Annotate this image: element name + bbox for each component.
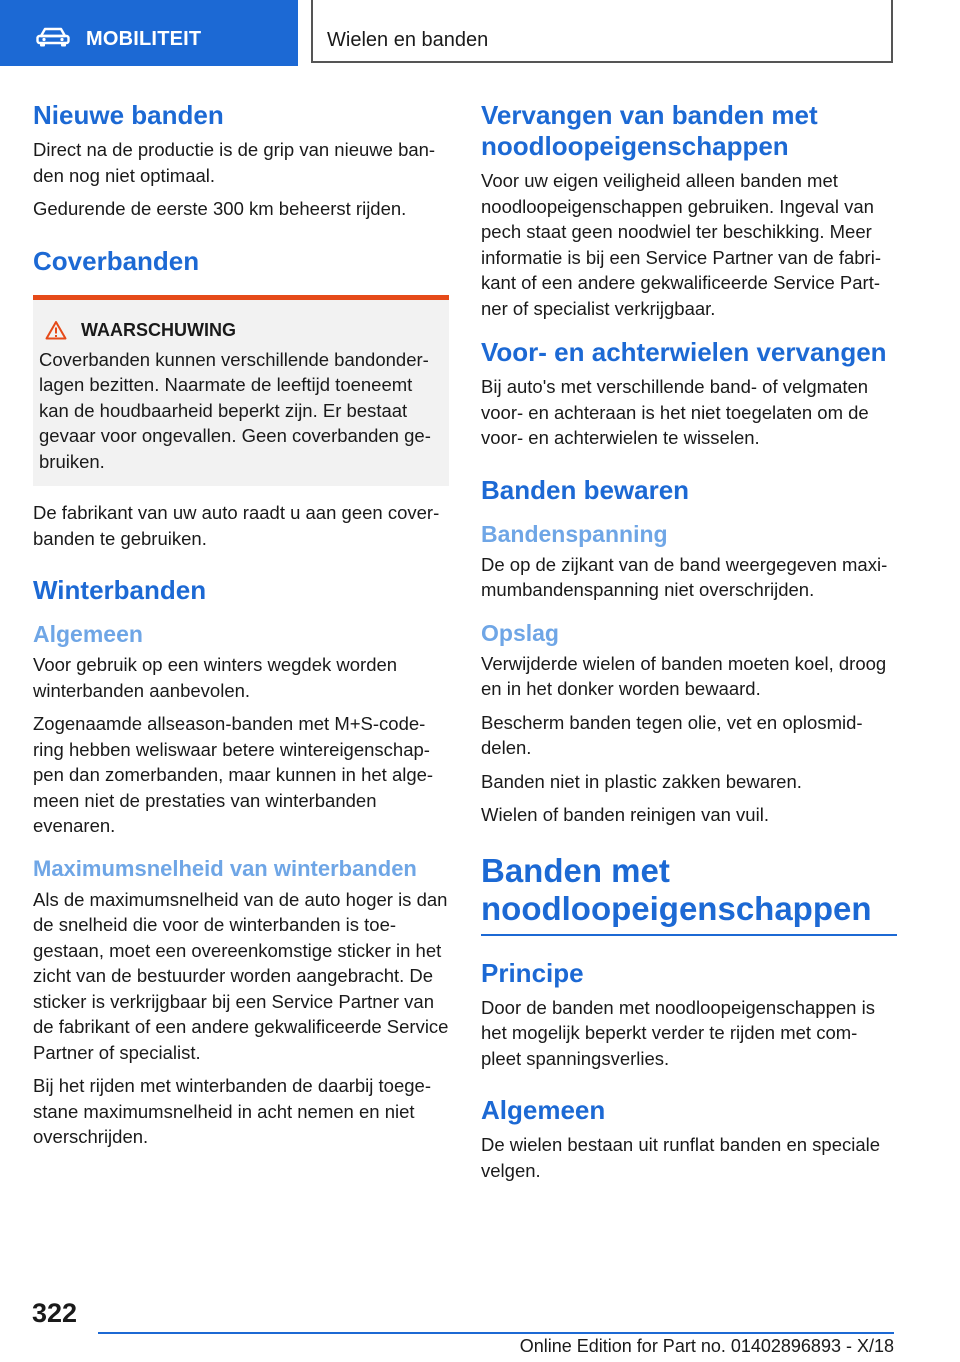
paragraph: Zogenaamde allseason-banden met M+S-code-ring hebben weliswaar betere wintereigenschap-pen dan zomerbanden, maar kunnen in het alge-meen niet de prestaties van winterbanden evenaren. [33,713,434,836]
paragraph: Bij auto's met verschillende band- of velgmaten voor- en achteraan is het niet toegelaten om de voor- en achterwielen te wisselen. [481,376,869,448]
footer-edition: Online Edition for Part no. 01402896893 - X/18 [519,1336,894,1356]
section-tab [0,0,298,66]
paragraph: Voor gebruik op een winters wegdek worden winterbanden aanbevolen. [33,654,398,701]
chapter-box [311,0,893,63]
subheading-bandenspanning: Bandenspanning [481,520,668,547]
heading-winterbanden: Winterbanden [33,575,207,605]
heading-banden-met-noodloop: Banden met noodloopeigenschappen [481,851,872,927]
warning-box [33,295,449,487]
heading-voor-achterwielen: Voor- en achterwielen vervangen [481,337,887,367]
heading-algemeen-runflat: Algemeen [481,1095,606,1125]
chapter-label: Wielen en banden [327,29,489,51]
paragraph: Direct na de productie is de grip van nieuwe ban-den nog niet optimaal. [33,139,436,186]
page-number: 322 [32,1298,78,1328]
page-header [0,0,960,66]
paragraph: Verwijderde wielen of banden moeten koel, droog en in het donker worden bewaard. [481,652,887,699]
paragraph: Voor uw eigen veiligheid alleen banden met noodloopeigenschappen gebruiken. Ingeval van pech staat geen noodwiel ter beschikking. Meer informatie is bij een Service Partner van de fabri-kant of een andere gekwalificeerde Service Part-ner of specialist verkrijgbaar. [481,170,881,319]
paragraph: Banden niet in plastic zakken bewaren. [481,770,802,792]
subheading-maximumsnelheid: Maximumsnelheid van winterbanden [33,855,417,881]
heading-nieuwe-banden: Nieuwe banden [33,100,224,130]
paragraph: Als de maximumsnelheid van de auto hoger is dan de snelheid die voor de winterbanden is toe-gestaan, moet een overeenkomstige sticker in het zicht van de bestuurder worden aangebracht. De sticker is verkrijgbaar bij een Service Partner van de fabrikant of een andere gekwalificeerde Service Partner of specialist. [33,888,449,1063]
paragraph: Bij het rijden met winterbanden de daarbij toege-stane maximumsnelheid in acht nemen en niet overschrijden. [33,1075,431,1147]
left-column [33,100,449,1158]
heading-banden-bewaren: Banden bewaren [481,474,690,505]
right-column [481,100,897,1191]
paragraph: De op de zijkant van de band weergegeven maxi-mumbandenspanning niet overschrijden. [481,553,888,600]
subheading-opslag: Opslag [481,619,559,646]
subheading-algemeen: Algemeen [33,621,143,647]
heading-coverbanden: Coverbanden [33,245,200,276]
heading-vervangen: Vervangen van banden met noodloopeigenschappen [481,100,818,161]
main-heading-block [481,852,897,936]
paragraph: Door de banden met noodloopeigenschappen is het mogelijk beperkt verder te rijden met com-pleet spanningsverlies. [481,996,875,1069]
warning-triangle-icon [45,320,67,340]
car-icon [36,27,70,47]
warning-label: WAARSCHUWING [81,319,236,340]
paragraph: Wielen of banden reinigen van vuil. [481,804,769,825]
warning-text: Coverbanden kunnen verschillende bandonder-lagen bezitten. Naarmate de leeftijd toeneemt kan de houdbaarheid beperkt zijn. Er bestaat gevaar voor ongevallen. Geen coverbanden ge-bruiken. [39,348,431,472]
paragraph: Gedurende de eerste 300 km beheerst rijden. [33,198,407,219]
heading-principe: Principe [481,957,584,988]
paragraph: De fabrikant van uw auto raadt u aan geen cover-banden te gebruiken. [33,502,440,549]
section-label: MOBILITEIT [86,28,202,50]
footer-divider [98,1332,894,1334]
paragraph: De wielen bestaan uit runflat banden en speciale velgen. [481,1134,881,1181]
warning-title [39,320,441,341]
paragraph: Bescherm banden tegen olie, vet en oplosmid-delen. [481,711,863,758]
